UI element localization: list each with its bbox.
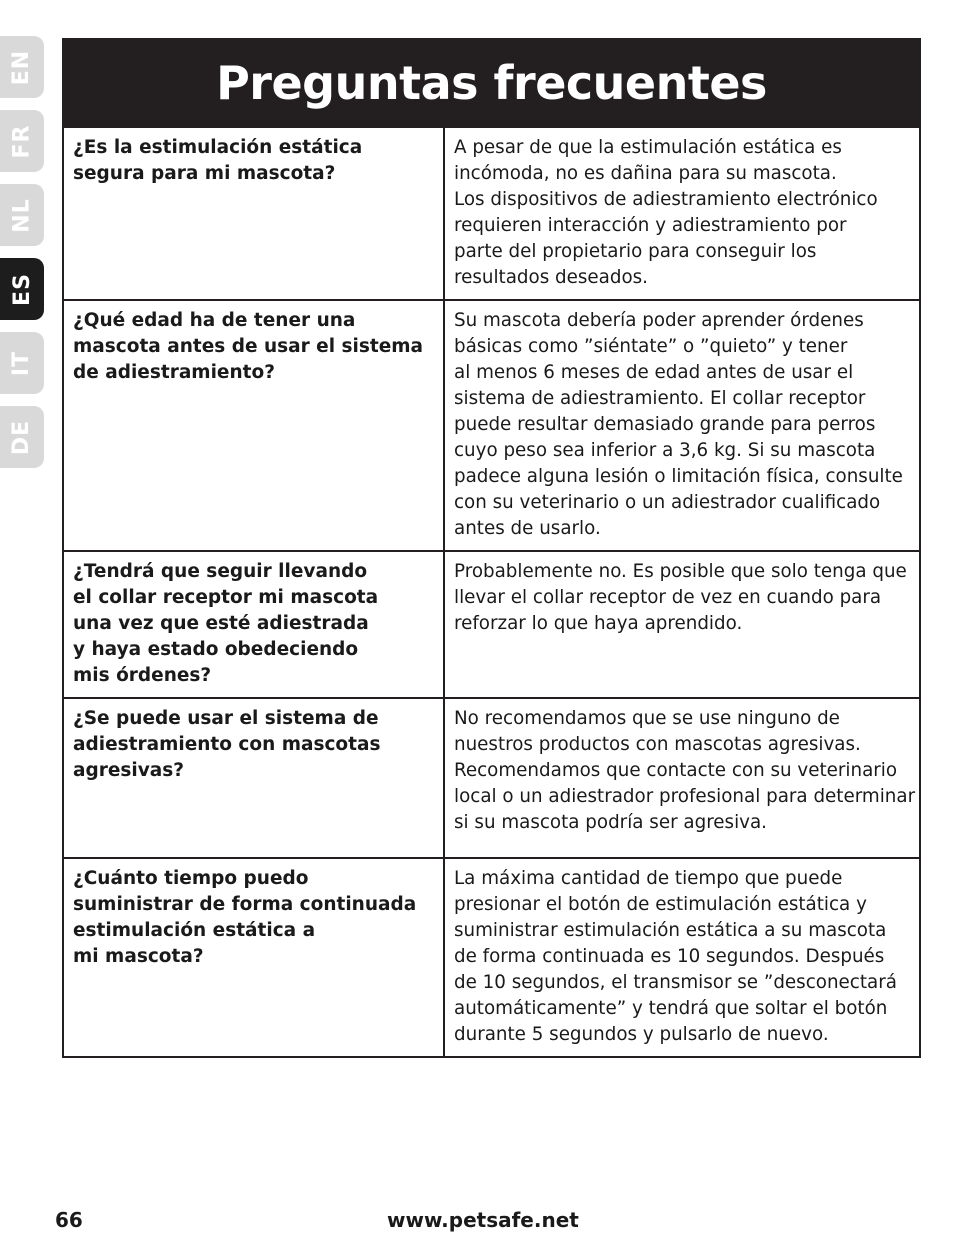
lang-tab-es[interactable]: ES xyxy=(0,258,44,320)
answer-line: La máxima cantidad de tiempo que puede xyxy=(454,868,843,889)
answer-line: padece alguna lesión o limitación física, consulte xyxy=(454,466,903,487)
question-line: agresivas? xyxy=(73,760,185,781)
question-line: ¿Es la estimulación estática xyxy=(73,137,363,158)
answer-line: de forma continuada es 10 segundos. Después xyxy=(454,946,885,967)
faq-question xyxy=(63,127,444,300)
faq-question xyxy=(63,698,444,858)
faq-answer xyxy=(444,551,920,698)
question-line: ¿Tendrá que seguir llevando xyxy=(73,561,368,582)
question-line: ¿Cuánto tiempo puedo xyxy=(73,868,309,889)
faq-answer xyxy=(444,698,920,858)
answer-line: cuyo peso sea inferior a 3,6 kg. Si su mascota xyxy=(454,440,876,461)
answer-line: si su mascota podría ser agresiva. xyxy=(454,812,767,833)
answer-line: resultados deseados. xyxy=(454,267,648,288)
answer-line: suministrar estimulación estática a su mascota xyxy=(454,920,887,941)
answer-line: presionar el botón de estimulación estática y xyxy=(454,894,867,915)
answer-line: Su mascota debería poder aprender órdenes xyxy=(454,310,864,331)
faq-question xyxy=(63,858,444,1057)
answer-line: nuestros productos con mascotas agresivas. xyxy=(454,734,861,755)
question-line: y haya estado obedeciendo xyxy=(73,639,359,660)
answer-line: Los dispositivos de adiestramiento electrónico xyxy=(454,189,878,210)
question-line: el collar receptor mi mascota xyxy=(73,587,379,608)
website-url: www.petsafe.net xyxy=(387,1208,579,1232)
lang-tab-en[interactable]: EN xyxy=(0,36,44,98)
lang-tab-fr[interactable]: FR xyxy=(0,110,44,172)
question-line: de adiestramiento? xyxy=(73,362,275,383)
question-line: ¿Qué edad ha de tener una xyxy=(73,310,356,331)
answer-line: puede resultar demasiado grande para perros xyxy=(454,414,876,435)
answer-line: básicas como ”siéntate” o ”quieto” y tener xyxy=(454,336,848,357)
answer-line: sistema de adiestramiento. El collar receptor xyxy=(454,388,866,409)
answer-line: local o un adiestrador profesional para determinar xyxy=(454,786,916,807)
question-line: adiestramiento con mascotas xyxy=(73,734,381,755)
question-line: mascota antes de usar el sistema xyxy=(73,336,424,357)
question-line: mi mascota? xyxy=(73,946,204,967)
page-number: 66 xyxy=(55,1208,83,1232)
question-line: estimulación estática a xyxy=(73,920,316,941)
faq-answer xyxy=(444,127,920,300)
page-title: Preguntas frecuentes xyxy=(216,55,767,110)
faq-row xyxy=(63,127,920,300)
answer-line: al menos 6 meses de edad antes de usar el xyxy=(454,362,854,383)
question-line: una vez que esté adiestrada xyxy=(73,613,369,634)
faq-row xyxy=(63,858,920,1057)
lang-tab-de[interactable]: DE xyxy=(0,406,44,468)
faq-answer xyxy=(444,300,920,551)
answer-line: requieren interacción y adiestramiento por xyxy=(454,215,847,236)
faq-question xyxy=(63,300,444,551)
answer-line: antes de usarlo. xyxy=(454,518,601,539)
faq-table xyxy=(62,126,921,1058)
answer-line: de 10 segundos, el transmisor se ”desconectará xyxy=(454,972,897,993)
faq-row xyxy=(63,300,920,551)
answer-line: Recomendamos que contacte con su veterinario xyxy=(454,760,898,781)
answer-line: llevar el collar receptor de vez en cuando para xyxy=(454,587,882,608)
lang-tab-nl[interactable]: NL xyxy=(0,184,44,246)
faq-row xyxy=(63,698,920,858)
answer-line: reforzar lo que haya aprendido. xyxy=(454,613,743,634)
question-line: segura para mi mascota? xyxy=(73,163,336,184)
answer-line: incómoda, no es dañina para su mascota. xyxy=(454,163,837,184)
answer-line: con su veterinario o un adiestrador cualificado xyxy=(454,492,881,513)
answer-line: durante 5 segundos y pulsarlo de nuevo. xyxy=(454,1024,829,1045)
answer-line: No recomendamos que se use ninguno de xyxy=(454,708,840,729)
title-banner xyxy=(62,38,921,127)
lang-tab-it[interactable]: IT xyxy=(0,332,44,394)
faq-answer xyxy=(444,858,920,1057)
faq-row xyxy=(63,551,920,698)
question-line: ¿Se puede usar el sistema de xyxy=(73,708,379,729)
answer-line: Probablemente no. Es posible que solo tenga que xyxy=(454,561,907,582)
faq-question xyxy=(63,551,444,698)
question-line: suministrar de forma continuada xyxy=(73,894,417,915)
answer-line: parte del propietario para conseguir los xyxy=(454,241,817,262)
question-line: mis órdenes? xyxy=(73,665,212,686)
answer-line: A pesar de que la estimulación estática es xyxy=(454,137,842,158)
answer-line: automáticamente” y tendrá que soltar el botón xyxy=(454,998,888,1019)
